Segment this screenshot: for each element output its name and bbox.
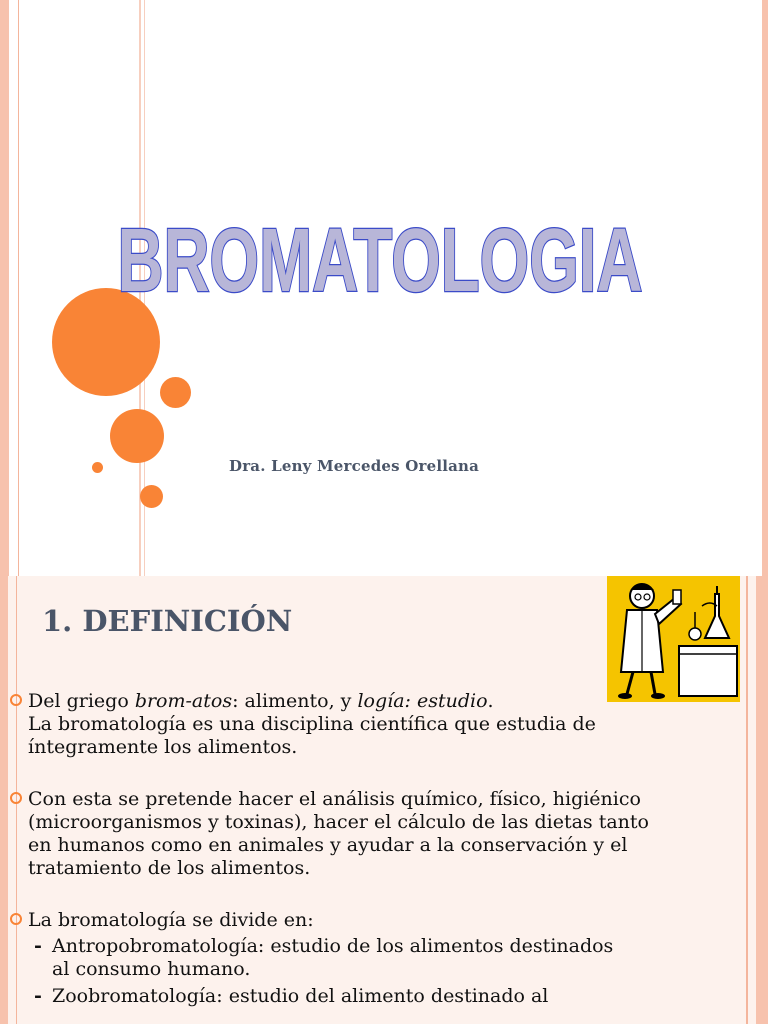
bullet-divisions: [10, 909, 710, 932]
bullet-purpose: [10, 788, 710, 880]
bullet-line: tratamiento de los alimentos.: [28, 857, 311, 879]
bullet-line: La bromatología es una disciplina científica que estudia de: [28, 713, 596, 735]
bullet-circle-icon: [10, 694, 22, 706]
decorative-circle-small-2: [140, 485, 163, 508]
dash-marker: -: [34, 935, 42, 957]
bullet-line: La bromatología se divide en:: [28, 909, 314, 931]
dash-marker: -: [34, 985, 42, 1007]
text-segment: : alimento, y: [232, 690, 358, 712]
text-italic: brom-atos: [134, 690, 233, 712]
decorative-circle-small: [160, 377, 191, 408]
sub-line: Zoobromatología: estudio del alimento destinado al: [52, 985, 549, 1007]
right-stripe: [762, 0, 768, 576]
text-segment: .: [487, 690, 494, 712]
title-wordart: [110, 206, 650, 306]
text-italic: logía: estudio: [357, 690, 488, 712]
slide-title: BROMATOLOGIA: [117, 211, 643, 306]
bullet-circle-icon: [10, 913, 22, 925]
right-stripe: [756, 576, 768, 1024]
decorative-circle-medium: [110, 409, 164, 463]
left-stripe: [0, 576, 8, 1024]
definition-slide: [0, 576, 768, 1024]
scientist-lab-icon: [607, 576, 740, 702]
bullet-line: íntegramente los alimentos.: [28, 736, 298, 758]
author-name: Dra. Leny Mercedes Orellana: [229, 457, 480, 475]
slide-body: [10, 690, 710, 1008]
left-stripe: [0, 0, 9, 576]
right-stripe-thin: [746, 576, 748, 1024]
sub-line: Antropobromatología: estudio de los alimentos destinados: [52, 935, 614, 957]
bullet-definition: [10, 690, 710, 759]
decorative-circle-tiny: [92, 462, 103, 473]
sub-line: al consumo humano.: [52, 958, 251, 980]
bullet-circle-icon: [10, 792, 22, 804]
list-item: [10, 935, 710, 981]
bullet-line: en humanos como en animales y ayudar a la conservación y el: [28, 834, 628, 856]
left-stripe-thin: [18, 0, 19, 576]
bullet-line: (microorganismos y toxinas), hacer el cálculo de las dietas tanto: [28, 811, 649, 833]
list-item: [10, 985, 710, 1008]
text-segment: Del griego: [28, 690, 135, 712]
bullet-line: [28, 690, 710, 713]
slide-heading: 1. DEFINICIÓN: [42, 604, 293, 638]
bullet-line: Con esta se pretende hacer el análisis químico, físico, higiénico: [28, 788, 641, 810]
